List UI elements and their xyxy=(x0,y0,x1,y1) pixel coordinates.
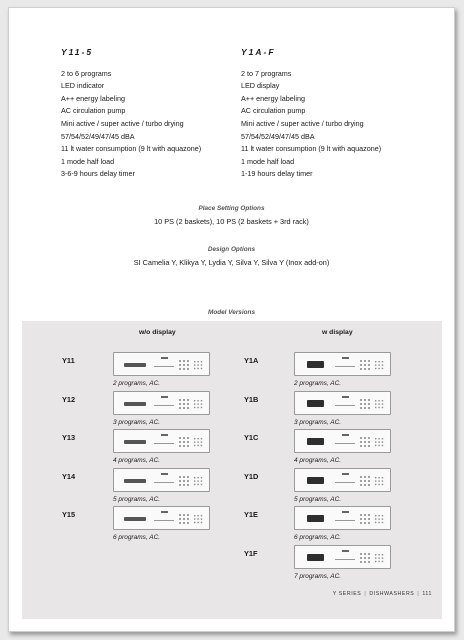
model-caption: 2 programs, AC. xyxy=(113,380,161,387)
control-panel-image xyxy=(294,545,391,569)
handle-line xyxy=(335,482,355,483)
brand-logo-mark xyxy=(161,511,168,513)
indicator-leds xyxy=(374,476,384,486)
handle-line xyxy=(335,366,355,367)
control-panel-image xyxy=(294,429,391,453)
handle-line xyxy=(335,559,355,560)
brand-logo-mark xyxy=(342,511,349,513)
feature-item: AC circulation pump xyxy=(61,106,126,116)
feature-item: 57/54/52/49/47/45 dBA xyxy=(61,131,135,141)
indicator-leds xyxy=(193,514,203,524)
brand-logo-mark xyxy=(342,357,349,359)
model-versions-panel xyxy=(22,321,442,619)
model-caption: 5 programs, AC. xyxy=(294,495,342,503)
design-section xyxy=(9,246,454,267)
brand-logo-mark xyxy=(161,396,168,398)
brand-logo-mark xyxy=(342,434,349,436)
control-panel-image xyxy=(294,391,391,415)
indicator-leds xyxy=(193,476,203,486)
feature-item: 3-6-9 hours delay timer xyxy=(61,169,135,179)
indicator-leds xyxy=(374,514,384,524)
feature-item: 2 to 6 programs xyxy=(61,68,112,78)
place-setting-section xyxy=(9,205,454,226)
handle-line xyxy=(154,520,174,521)
model-id: Y1E xyxy=(244,510,258,519)
model-caption: 2 programs, AC. xyxy=(294,380,342,387)
display-slot xyxy=(307,554,324,561)
model-caption: 4 programs, AC. xyxy=(294,457,342,464)
control-panel-image xyxy=(113,429,210,453)
control-panel-image xyxy=(294,352,391,376)
handle-line xyxy=(335,520,355,521)
control-panel-image xyxy=(113,468,210,492)
model-id: Y11 xyxy=(62,356,75,365)
model-caption: 6 programs, AC. xyxy=(294,534,342,541)
control-panel-image xyxy=(113,352,210,376)
model-id: Y1B xyxy=(244,394,259,404)
footer-series: Y SERIES xyxy=(332,591,362,597)
program-buttons xyxy=(359,398,371,410)
handle-line xyxy=(154,405,174,406)
feature-item: LED indicator xyxy=(61,81,105,91)
feature-item: Mini active / super active / turbo drying xyxy=(61,118,184,128)
model-id: Y12 xyxy=(62,394,76,404)
model-caption: 3 programs, AC. xyxy=(294,418,342,426)
document-page xyxy=(8,7,455,632)
model-caption: 3 programs, AC. xyxy=(113,418,161,426)
control-panel-image xyxy=(113,506,210,530)
handle-line xyxy=(335,405,355,406)
left-feature-list xyxy=(61,68,201,181)
program-buttons xyxy=(178,398,190,410)
indicator-leds xyxy=(374,399,384,409)
program-buttons xyxy=(178,475,190,487)
display-slot xyxy=(124,517,146,521)
display-slot xyxy=(124,440,146,444)
design-title: Design Options xyxy=(207,246,256,253)
display-slot xyxy=(307,438,324,445)
feature-item: 11 lt water consumption (9 lt with aquazone) xyxy=(61,144,202,154)
brand-logo-mark xyxy=(161,434,168,436)
control-panel-image xyxy=(113,391,210,415)
indicator-leds xyxy=(193,399,203,409)
left-spec-column xyxy=(61,46,201,181)
feature-item: 2 to 7 programs xyxy=(241,68,292,78)
without-display-heading: w/o display xyxy=(139,329,176,336)
model-id: Y1C xyxy=(244,433,259,442)
display-slot xyxy=(307,515,324,522)
handle-line xyxy=(154,443,174,444)
model-id: Y1A xyxy=(244,356,259,365)
indicator-leds xyxy=(193,360,203,370)
right-spec-column xyxy=(241,46,381,181)
model-caption: 6 programs, AC. xyxy=(113,534,161,541)
model-caption: 5 programs, AC. xyxy=(113,495,161,503)
model-id: Y1D xyxy=(244,471,259,481)
place-setting-title: Place Setting Options xyxy=(198,205,265,212)
control-panel-image xyxy=(294,506,391,530)
page-footer: Y SERIES | DISHWASHERS | 111 xyxy=(332,591,432,597)
handle-line xyxy=(154,482,174,483)
display-slot xyxy=(307,400,324,407)
feature-item: 1 mode half load xyxy=(61,156,115,166)
brand-logo-mark xyxy=(161,473,168,475)
page-number: 111 xyxy=(422,591,432,597)
model-caption: 4 programs, AC. xyxy=(113,457,161,464)
model-id: Y14 xyxy=(62,471,76,481)
feature-item: AC circulation pump xyxy=(241,106,306,116)
display-slot xyxy=(307,477,324,484)
feature-item: A++ energy labeling xyxy=(61,93,125,103)
place-setting-text: 10 PS (2 baskets), 10 PS (2 baskets + 3rd rack) xyxy=(154,217,309,226)
indicator-leds xyxy=(374,553,384,563)
program-buttons xyxy=(359,436,371,448)
program-buttons xyxy=(178,359,190,371)
feature-item: Mini active / super active / turbo drying xyxy=(241,118,364,128)
model-id: Y13 xyxy=(62,433,76,442)
brand-logo-mark xyxy=(342,550,349,552)
model-caption: 7 programs, AC. xyxy=(294,572,342,580)
handle-line xyxy=(335,443,355,444)
program-buttons xyxy=(359,513,371,525)
feature-item: 57/54/52/49/47/45 dBA xyxy=(241,131,315,141)
model-id: Y15 xyxy=(62,510,76,519)
indicator-leds xyxy=(193,437,203,447)
footer-category: DISHWASHERS xyxy=(369,591,415,597)
indicator-leds xyxy=(374,437,384,447)
feature-item: LED display xyxy=(241,81,280,91)
left-column-title: Y11-5 xyxy=(61,47,94,57)
display-slot xyxy=(307,361,324,368)
right-column-title: Y1A-F xyxy=(241,47,276,57)
display-slot xyxy=(124,479,146,483)
display-slot xyxy=(124,402,146,406)
program-buttons xyxy=(178,436,190,448)
model-versions-title: Model Versions xyxy=(208,309,255,316)
feature-item: 11 lt water consumption (9 lt with aquazone) xyxy=(241,144,382,154)
feature-item: 1-19 hours delay timer xyxy=(241,169,313,179)
control-panel-image xyxy=(294,468,391,492)
brand-logo-mark xyxy=(161,357,168,359)
program-buttons xyxy=(178,513,190,525)
program-buttons xyxy=(359,359,371,371)
program-buttons xyxy=(359,552,371,564)
brand-logo-mark xyxy=(342,473,349,475)
feature-item: 1 mode half load xyxy=(241,156,295,166)
indicator-leds xyxy=(374,360,384,370)
feature-item: A++ energy labeling xyxy=(241,93,305,103)
program-buttons xyxy=(359,475,371,487)
brand-logo-mark xyxy=(342,396,349,398)
with-display-heading: w display xyxy=(322,329,353,336)
right-feature-list xyxy=(241,68,381,181)
design-text: SI Camelia Y, Klikya Y, Lydia Y, Silva Y, Silva Y (Inox add-on) xyxy=(133,258,330,267)
handle-line xyxy=(154,366,174,367)
model-id: Y1F xyxy=(244,548,258,558)
display-slot xyxy=(124,363,146,367)
